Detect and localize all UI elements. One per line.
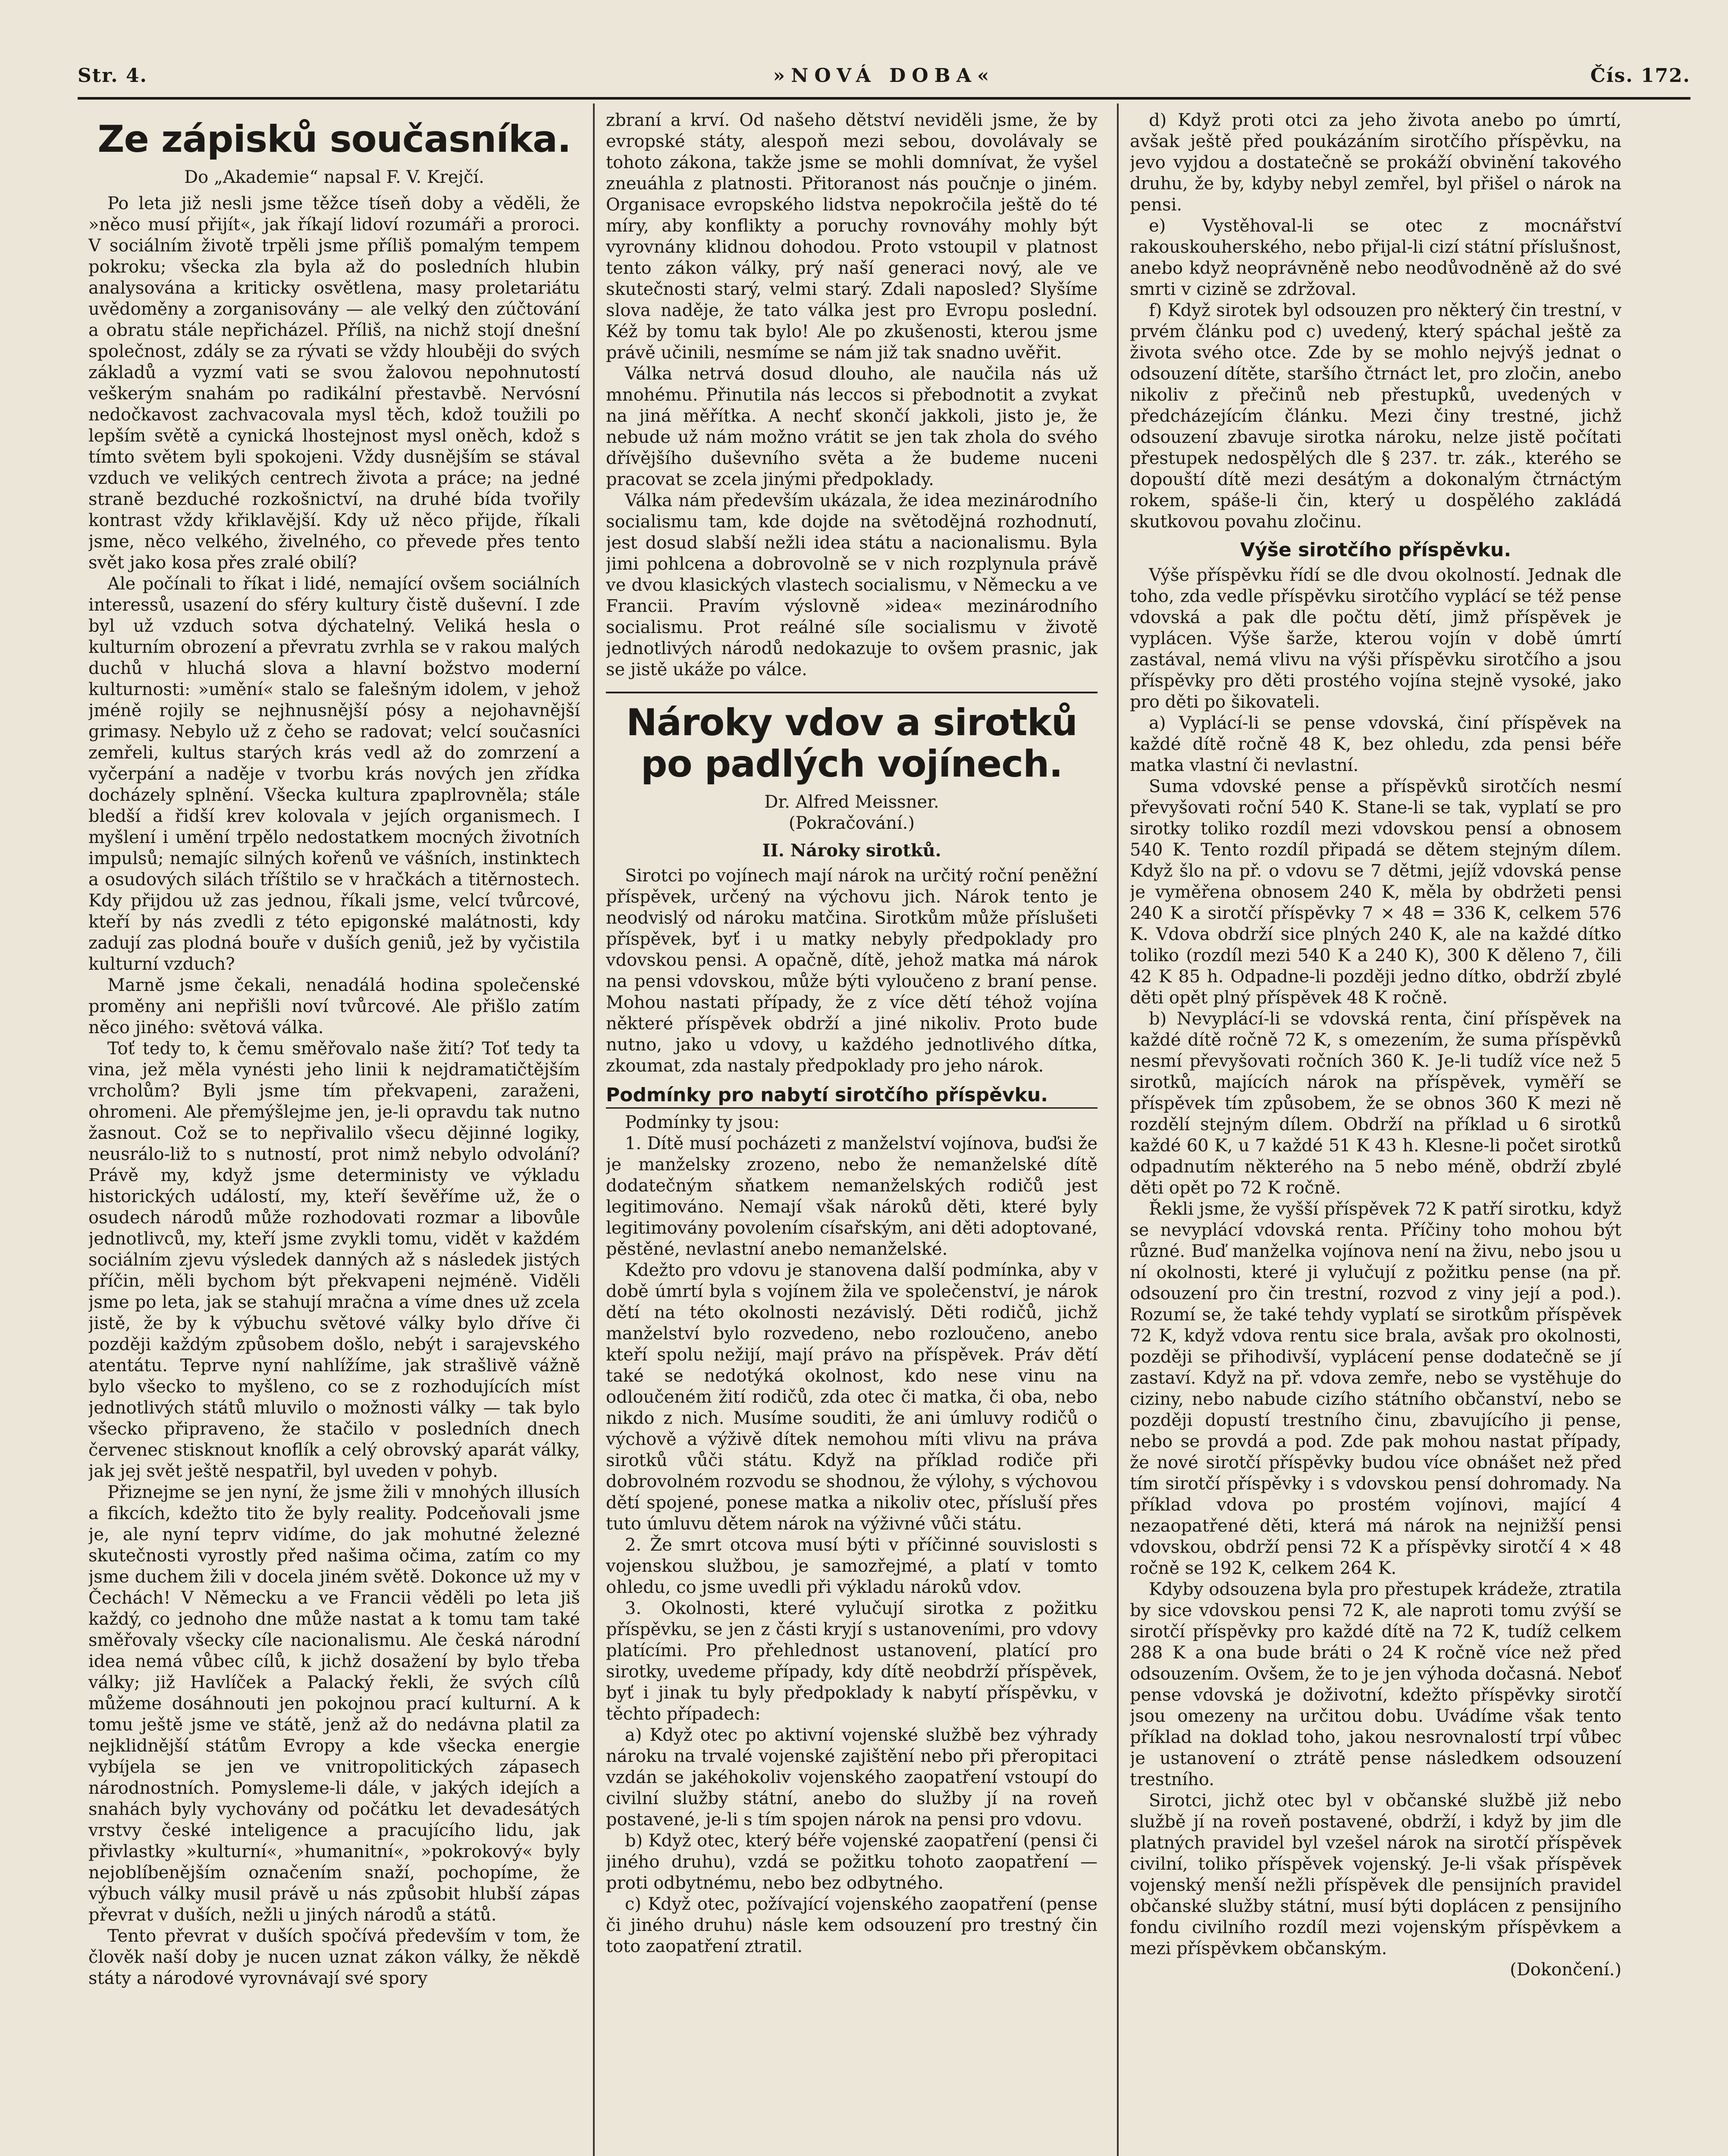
article-2-subheading: Podmínky pro nabytí sirotčího příspěvku.	[606, 1084, 1098, 1109]
article-1-paragraph: Tento převrat v duších spočívá především v tom, že člověk naší doby je nucen uznat zákon války, že někdě státy a národové vyrovnávají své spory	[88, 1926, 580, 1988]
article-1-paragraph: Ale počínali to říkat i lidé, nemající ovšem sociálních interessů, usazení do sféry kultury čistě duševní. I zde byl už vzduch sotva dýchatelný. Veliká hesla o kulturním obrození a převratu zvrhla se v rakou malých duchů v hluchá slova a hlavní božstvo moderní kulturnosti: »umění« stalo se falešným idolem, v jehož jméně rojily se nejhnusnější pósy a nejohavnější grimasy. Nebylo už z čeho se radovat; velcí současníci zemřeli, kultus starých krás vedl až do zomrzení a vyčerpání a naděje v tvorbu krás nových jen zřídka docházely splnění. Všecka kultura zpaplrovněla; stále bledší a řidší krev kolovala v jejích organismech. I myšlení i umění trpělo nedostatkem mocných životních impulsů; nemajíc silných kořenů ve vášních, instinktech a osudových silách tříštilo se v hračkách a titěrnostech. Kdy přijdou už zas jednou, říkali jsme, velcí tvůrcové, kteří by nás zvedli z této epigonské malátnosti, kdy zadují zas plodná bouře v duších geniů, jež by vyčistila kulturní vzduch?	[88, 574, 580, 974]
issue-number: Čís. 172.	[1590, 65, 1690, 87]
article-2-paragraph: f) Když sirotek byl odsouzen pro některý čin trestní, v prvém článku pod c) uvedený, který spáchal ještě za života svého otce. Zde by se mohlo nejvýš jednat o odsouzení dítěte, staršího čtrnáct let, pro zločin, anebo nikoliv z přečinů neb přestupků, uvedených v předcházejícím článku. Mezi činy trestné, jichž odsouzení zbavuje sirotka nároku, nelze jistě počítati přestupek nedospělých dle § 237. tr. zák., kterého se dopouští dítě mezi desátým a dokonalým čtrnáctým rokem, spáše-li čin, který u dospělého zakládá skutkovou povahu zločinu.	[1130, 301, 1621, 532]
article-2-author: Dr. Alfred Meissner.	[764, 792, 939, 812]
article-2-subheading-amount: Výše sirotčího příspěvku.	[1240, 539, 1512, 561]
article-2-title: Nároky vdov a sirotků po padlých vojínech.	[626, 701, 1078, 786]
article-2-section-heading: II. Nároky sirotků.	[762, 840, 941, 861]
header-rule	[78, 97, 1690, 100]
article-2-paragraph: d) Když proti otci za jeho života anebo po úmrtí, avšak ještě před poukázáním sirotčího příspěvku, na jevo vyjdou a dostatečně se prokáží obvinění takového druhu, že by, kdyby nebyl zemřel, byl přišel o nárok na pensi.	[1130, 110, 1621, 215]
column-3	[1130, 110, 1621, 2156]
article-2-paragraph: b) Nevyplácí-li se vdovská renta, činí příspěvek na každé dítě ročně 72 K, s omezením, že suma příspěvků nesmí převyšovati ročních 360 K. Je-li tudíž více než 5 sirotků, majících nárok na příspěvek, vyměří se příspěvek tím způsobem, že se obnos 360 K mezi ně rozdělí stejným dílem. Obdrží na příklad u 6 sirotků každé 60 K, u 7 každé 51 K 43 h. Klesne-li počet sirotků odpadnutím některého na 5 nebo méně, obdrží zbylé děti opět po 72 K ročně.	[1130, 1009, 1621, 1198]
article-2-ending-note: (Dokončení.)	[1510, 1960, 1621, 1980]
article-1-continuation: Válka nám především ukázala, že idea mezinárodního socialismu tam, kde dojde na světodějná rozhodnutí, jest dosud slabší nežli idea státu a nacionalismu. Byla jimi pohlcena a dobrovolně se v nich rozplynula právě ve dvou klasických vlastech socialismu, v Německu a ve Francii. Pravím výslovně »idea« mezinárodního socialismu. Prot reálné síle socialismu v životě jednotlivých národů nedokazuje to ovšem prasnic, jak se jistě ukáže po válce.	[606, 491, 1098, 680]
article-1-paragraph: Po leta již nesli jsme těžce tíseň doby a věděli, že »něco musí přijít«, jak říkají lidoví rozumáři a proroci. V sociálním životě trpěli jsme příliš pomalým tempem pokroku; všecka zla byla až do posledních hlubin analysována a kriticky osvětlena, masy proletariátu uvědoměny a zorganisovány — ale velký den zúčtování a obratu stále nepřicházel. Příliš, na nichž stojí dnešní společnost, zdály se za rývati se vždy hlouběji do svých základů a vyzmí vati se svou žalovou nepohnutostí veškerým snahám po radikální přestavbě. Nervósní nedočkavost zachvacovala mysl těch, kdož toužili po lepším světě a cynická lhostejnost mysl oněch, kdož s tímto světem byli spokojeni. Vždy dusnějším se stával vzduch ve velikých centrech života a práce; na jedné straně bezduché rozkošnictví, na druhé bída tvořily kontrast vždy křiklavější. Kdy už něco přijde, říkali jsme, něco velkého, živelného, co převede přes tento svět jako kosa přes zralé obilí?	[88, 194, 580, 573]
article-2-paragraph: Suma vdovské pense a příspěvků sirotčích nesmí převyšovati roční 540 K. Stane-li se tak, vyplatí se pro sirotky toliko rozdíl mezi vdovskou pensí a obnosem 540 K. Tento rozdíl připadá se dětem stejným dílem. Když šlo na př. o vdovu se 7 dětmi, jejíž vdovská pense je vyměřena obnosem 240 K, měla by obdržeti pensi 240 K a sirotčí příspěvky 7 × 48 = 336 K, celkem 576 K. Vdova obdrží sice plných 240 K, ale na každé dítko toliko (rozdíl mezi 540 K a 240 K), 300 K děleno 7, čili 42 K 85 h. Odpadne-li později jedno dítko, obdrží zbylé děti opět plný příspěvek 48 K ročně.	[1130, 777, 1621, 1008]
article-1-paragraph: Přiznejme se jen nyní, že jsme žili v mnohých illusích a fikcích, kdežto tito že byly reality. Podceňovali jsme je, ale nyní teprv vidíme, do jak mohutné železné skutečnosti vyrostly před našima očima, zatím co my jsme duchem žili v docela jiném světě. Dokonce už my v Čechách! V Německu a ve Francii věděli po leta jiš každý, co jednoho dne může nastat a k tomu tam také směřovaly všecky cíle nacionalismu. Ale česká národní idea nemá vůbec cílů, k jichž dosažení by bylo třeba války; již Havlíček a Palacký řekli, že svých cílů můžeme dosáhnouti jen pokojnou prací kulturní. A k tomu ještě jsme ve státě, jenž až do nedávna platil za nejklidnější státům Evropy a kde všecka energie vybíjela se jen ve vnitropolitických zápasech národnostních. Pomysleme-li dále, v jakých idejích a snahách byly vychovány od počátku let devadesátých vrstvy české inteligence a pracujícího lidu, jak přivlastky »kulturní«, »humanitní«, »pokrokový« byly nejoblíbenějším označením snaží, pochopíme, že výbuch války musil právě u nás způsobit hlubší zápas převrat v duších, nežli u jiných národů a států.	[88, 1482, 580, 1925]
article-2-paragraph: Podmínky ty jsou:	[625, 1112, 780, 1132]
article-2-continued-note: (Pokračování.)	[789, 813, 915, 833]
article-1-paragraph: Marně jsme čekali, nenadálá hodina společenské proměny ani nepřišli noví tvůrcové. Ale přišlo zatím něco jiného: světová válka.	[88, 975, 580, 1037]
article-1-continuation: zbraní a krví. Od našeho dětství neviděli jsme, že by evropské státy, alespoň mezi sebou, dovolávaly se tohoto zákona, takže jsme se mohli domnívat, že vyšel zneuáhla z platnosti. Přitoranost nás poučnje o jiném. Organisace evropského lidstva nepokročila ještě do té míry, aby konflikty a poruchy rovnováhy mohly být vyrovnány klidnou dohodou. Proto vstoupil v platnost tento zákon války, prý naší generaci nový, ale ve skutečnosti starý, velmi starý. Zdali naposled? Slyšíme slova naděje, že tato válka jest pro Evropu poslední. Kéž by tomu tak bylo! Ale po zkušenosti, kterou jsme právě učinili, nesmíme se nám již tak snadno uvěřit.	[606, 110, 1098, 363]
article-2-paragraph: Řekli jsme, že vyšší příspěvek 72 K patří sirotku, když se nevyplácí vdovská renta. Příčiny toho mohou být různé. Buď manželka vojínova není na živu, nebo jsou u ní okolnosti, které ji vylučují z požitku pense (na př. odsouzení pro čin trestní, rozvod z viny její a pod.). Rozumí se, že také tehdy vyplatí se sirotkům příspěvek 72 K, když vdova rentu sice brala, avšak pro okolnosti, později se přihodivší, vyplácení pense dodatečně se jí zastaví. Když na př. vdova zemře, nebo se vystěhuje do ciziny, nebo nabude cizího státního občanství, nebo se později dopustí trestního činu, zbavujícího ji pense, nebo se provdá a pod. Zde pak mohou nastat případy, že nové sirotčí příspěvky budou více obnášet než před tím sirotčí příspěvky i s vdovskou pensí dohromady. Na příklad vdova po prostém vojínovi, mající 4 nezaopatřené děti, která má nárok na nejnižší pensi vdovskou, obdrží pensi 72 K a příspěvky sirotčí 4 × 48 ročně se 192 K, celkem 264 K.	[1130, 1199, 1621, 1578]
page-header	[78, 65, 1690, 95]
masthead-title: »NOVÁ DOBA«	[773, 65, 995, 87]
column-2	[606, 110, 1098, 2156]
article-1-paragraph: Toť tedy to, k čemu směřovalo naše žití? Toť tedy ta vina, jež měla vynésti jeho linii k nejdramatičtějším vrcholům? Byli jsme tím překvapeni, zaraženi, ohromeni. Ale přemýšlejme jen, je-li opravdu tak nutno žasnout. Což se to nepřivalilo všecu dějinné logiky, neusrálo-liž to s nutností, prot nimž nebylo odvolání? Právě my, když jsme deterministy ve výkladu historických událostí, my, kteří ševěříme už, že o osudech národů může rozhodovati rozmar a libovůle jednotlivců, my, kteří jsme zvykli tomu, vidět v každém sociálním zjevu výsledek danných až s následek jistých příčin, měli bychom být překvapeni nejméně. Viděli jsme po leta, jak se stahují mračna a víme dnes už zcela jistě, že by k výbuchu světové války bylo dříve či později každým způsobem došlo, nebýt i sarajevského atentátu. Teprve nyní nahlížíme, jak strašlivě vážně bylo všecko to myšleno, co se z rozhodujících míst jednotlivých států mluvilo o možnosti války — tak bylo všecko připraveno, že stačilo v posledních dnech červenec stisknout knoflík a celý obrovský aparát války, jak jej svět ještě nespatřil, byl uveden v pohyb.	[88, 1039, 580, 1481]
page-number: Str. 4.	[78, 65, 147, 87]
article-2-paragraph: Výše příspěvku řídí se dle dvou okolností. Jednak dle toho, zda vedle příspěvku sirotčího vyplácí se též pense vdovská a pak dle počtu dětí, jimž příspěvek je vyplácen. Výše šarže, kterou vojín v době úmrtí zastával, nemá vlivu na výši příspěvku sirotčího a jsou příspěvky pro děti prostého vojína stejně vysoké, jako pro děti po šikovateli.	[1130, 565, 1621, 712]
column-divider-1	[593, 103, 595, 2156]
article-2-paragraph: a) Když otec po aktivní vojenské službě bez výhrady nároku na trvalé vojenské zajištění nebo při přeropitaci vzdán se jakéhokoliv vojenského zaopatření vstoupí do civilní služby státní, anebo do služby jí na roveň postavené, je-li s tím spojen nárok na pensi pro vdovu.	[606, 1725, 1098, 1830]
article-2-paragraph: c) Když otec, požívající vojenského zaopatření (pense či jiného druhu) násle kem odsouzení pro trestný čin toto zaopatření ztratil.	[606, 1894, 1098, 1956]
article-1-title: Ze zápisků současníka.	[97, 118, 571, 161]
article-2-paragraph: b) Když otec, který béře vojenské zaopatření (pensi či jiného druhu), vzdá se požitku tohoto zaopatření — proti odbytnému, nebo bez odbytného.	[606, 1831, 1098, 1893]
article-2-paragraph: Sirotci po vojínech mají nárok na určitý roční peněžní příspěvek, určený na výchovu jich. Nárok tento je neodvislý od nároku matčina. Sirotkům může příslušeti příspěvek, byť i u matky nebyly předpoklady pro vdovskou pensi. A opačně, dítě, jehož matka má nárok na pensi vdovskou, může býti vyloučeno z braní pense. Mohou nastati případy, že z více dětí téhož vojína některé příspěvek obdrží a jiné nikoliv. Proto bude nutno, jako u vdovy, u každého jednotlivého dítka, zkoumat, zda nastaly předpoklady pro jeho nárok.	[606, 866, 1098, 1076]
column-divider-2	[1117, 103, 1119, 2156]
article-2-paragraph: 1. Dítě musí pocházeti z manželství vojínova, buďsi že je manželsky zrozeno, nebo že nemanželské dítě dodatečným sňatkem nemanželských rodičů jest legitimováno. Nemají však nároků děti, které byly legitimovány povolením císařským, ani děti adoptované, pěstěné, nevlastní anebo nemanželské.	[606, 1134, 1098, 1259]
article-1-byline: Do „Akademie“ napsal F. V. Krejčí.	[184, 167, 484, 187]
column-1	[88, 110, 580, 2156]
article-1-continuation: Válka netrvá dosud dlouho, ale naučila nás už mnohému. Přinutila nás leccos si přebodnotit a zvykat na jiná měřítka. A nechť skončí jakkoli, jisto je, že nebude už nám možno vrátit se jen tak zhola do svého dřívějšího duševního světa a že budeme nuceni pracovat se zcela jinými předpoklady.	[606, 364, 1098, 489]
article-2-paragraph: Kdyby odsouzena byla pro přestupek krádeže, ztratila by sice vdovskou pensi 72 K, ale naproti tomu zvýší se sirotčí příspěvky pro každé dítě na 72 K, tudíž celkem 288 K a ona bude bráti o 24 K ročně více než před odsouzením. Ovšem, že to je jen výhoda dočasná. Neboť pense vdovská je doživotní, kdežto příspěvky sirotčí jsou omezeny na určitou dobu. Uvádíme však tento příklad na doklad toho, jakou nesrovnalostí trpí vůbec je ustanovení o ztrátě pense následkem odsouzení trestního.	[1130, 1579, 1621, 1789]
article-2-paragraph: 2. Že smrt otcova musí býti v příčinné souvislosti s vojenskou službou, je samozřejmé, a platí v tomto ohledu, co jsme uvedli při výkladu nároků vdov.	[606, 1535, 1098, 1597]
article-2-paragraph: Sirotci, jichž otec byl v občanské službě již nebo službě jí na roveň postavené, obdrží, i když by jim dle platných pravidel byl vzešel nárok na sirotčí příspěvek civilní, toliko příspěvek vojenský. Je-li však příspěvek vojenský menší nežli příspěvek dle pensijních pravidel občanské služby státní, musí býti doplácen z pensijního fondu civilního rozdíl mezi vojenským příspěvkem a mezi příspěvkem občanským.	[1130, 1791, 1621, 1959]
article-2-paragraph: e) Vystěhoval-li se otec z mocnářství rakouskouherského, nebo přijal-li cizí státní příslušnost, anebo když neoprávněně nebo neodůvodněně až do své smrti v cizině se zdržoval.	[1130, 216, 1621, 299]
article-separator	[606, 692, 1098, 693]
article-2-paragraph: Kdežto pro vdovu je stanovena další podmínka, aby v době úmrtí byla s vojínem žila ve společenství, je nárok dětí na této okolnosti nezávislý. Děti rodičů, jichž manželství bylo rozvedeno, nebo rozloučeno, anebo kteří spolu nežijí, mají právo na příspěvek. Práv dětí také se nedotýká okolnost, kdo nese vinu na odloučeném žití rodičů, zda otec či matka, či oba, nebo nikdo z nich. Musíme souditi, že ani úmluvy rodičů o výchově a výživě dítek nemohou míti vlivu na práva sirotků vůči státu. Když na příklad rodiče při dobrovolném rozvodu se shodnou, že výlohy, s výchovou dětí spojené, ponese matka a nikoliv otec, přísluší přes tuto úmluvu dětem nárok na výživné vůči státu.	[606, 1260, 1098, 1534]
article-2-paragraph: 3. Okolnosti, které vylučují sirotka z požitku příspěvku, se jen z části kryjí s ustanoveními, pro vdovy platícími. Pro přehlednost ustanovení, platící pro sirotky, uvedeme případy, kdy dítě neobdrží příspěvek, byť i jinak tu byly předpoklady k nabytí příspěvku, v těchto případech:	[606, 1598, 1098, 1724]
article-2-paragraph: a) Vyplácí-li se pense vdovská, činí příspěvek na každé dítě ročně 48 K, bez ohledu, zda pensi béře matka vlastní či nevlastní.	[1130, 713, 1621, 775]
